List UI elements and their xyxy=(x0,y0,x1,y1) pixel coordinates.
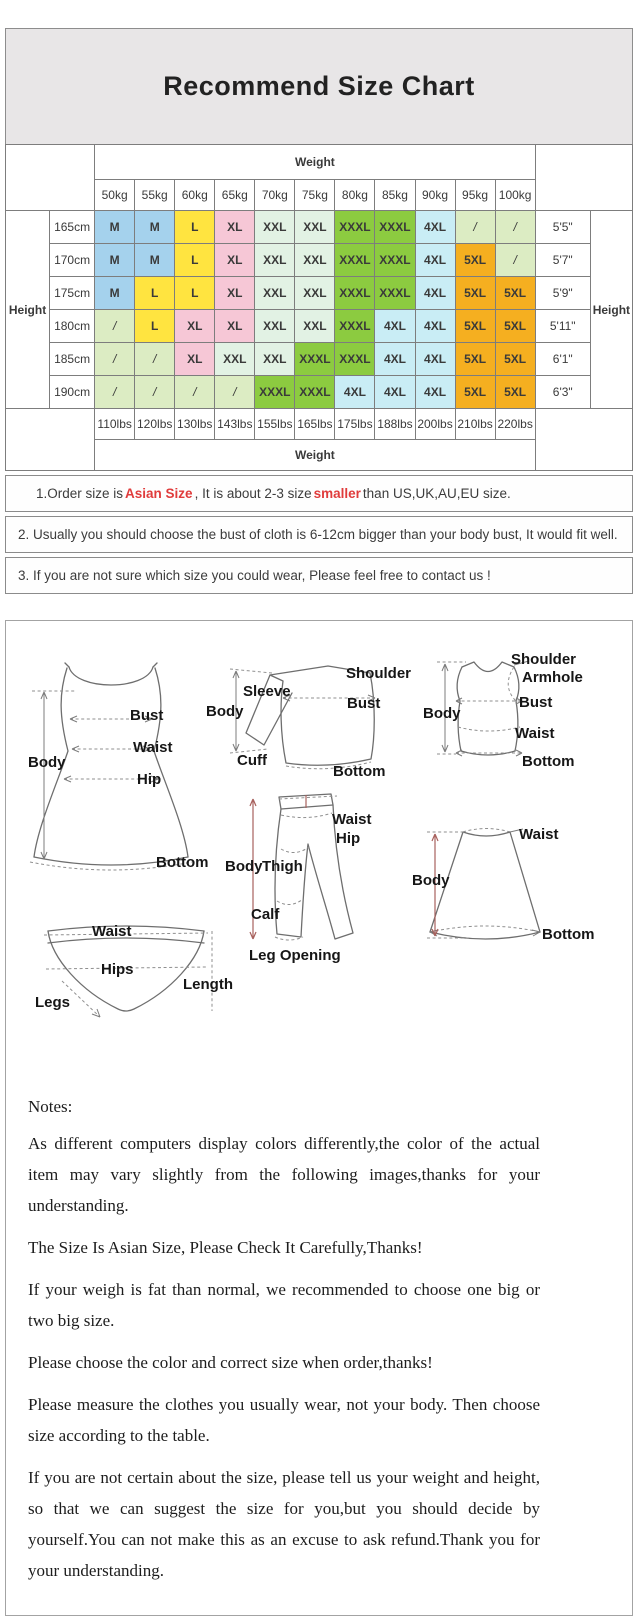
note-text: 2. Usually you should choose the bust of cloth is 6-12cm bigger than your body bust, It would fit well. xyxy=(18,527,618,542)
size-cell: M xyxy=(95,211,135,244)
size-cell: XXXL xyxy=(335,211,375,244)
size-cell: 5XL xyxy=(495,310,535,343)
size-cell: XXL xyxy=(295,244,335,277)
skirt-bottom-label: Bottom xyxy=(542,926,595,943)
size-cell: XXL xyxy=(255,211,295,244)
shirt-sleeve-label: Sleeve xyxy=(243,683,291,700)
size-cell: 4XL xyxy=(335,376,375,409)
weight-bottom-header: Weight xyxy=(95,440,536,471)
height-ft-cell: 5'9" xyxy=(535,277,590,310)
size-cell: 4XL xyxy=(375,343,415,376)
vest-body-label: Body xyxy=(423,705,461,722)
page xyxy=(5,28,633,1616)
size-cell: / xyxy=(455,211,495,244)
size-cell: L xyxy=(135,310,175,343)
height-left-label: Height xyxy=(6,211,50,409)
size-cell: 5XL xyxy=(455,310,495,343)
measure-guide-box xyxy=(5,620,633,1616)
diagram-area xyxy=(6,621,632,1091)
vest-bust-label: Bust xyxy=(519,694,553,711)
lbs-header-cell: 155lbs xyxy=(255,409,295,440)
shirt-bust-label: Bust xyxy=(347,695,381,712)
size-cell: 5XL xyxy=(455,376,495,409)
size-chart-table xyxy=(5,144,633,471)
bottom-notes xyxy=(28,1091,540,1586)
size-cell: XXL xyxy=(295,277,335,310)
size-cell: 5XL xyxy=(495,277,535,310)
order-note-2 xyxy=(5,516,633,553)
height-cm-cell: 170cm xyxy=(50,244,95,277)
height-ft-cell: 6'1" xyxy=(535,343,590,376)
size-cell: XL xyxy=(215,277,255,310)
bottom-note-paragraph: As different computers display colors differently,the color of the actual item may vary slightly from the following images,thanks for your understanding. xyxy=(28,1134,540,1215)
size-cell: XXL xyxy=(215,343,255,376)
note-text: 3. If you are not sure which size you could wear, Please feel free to contact us ! xyxy=(18,568,491,583)
size-cell: 4XL xyxy=(415,376,455,409)
size-cell: L xyxy=(175,277,215,310)
briefs-length-label: Length xyxy=(183,976,233,993)
size-cell: XXL xyxy=(255,343,295,376)
weight-top-header: Weight xyxy=(95,145,536,180)
lbs-header-cell: 210lbs xyxy=(455,409,495,440)
size-cell: XXXL xyxy=(255,376,295,409)
size-cell: 5XL xyxy=(455,343,495,376)
size-row-190cm xyxy=(6,376,633,409)
pants-waist-label: Waist xyxy=(332,811,372,828)
shirt-body-label: Body xyxy=(206,703,244,720)
size-cell: XXXL xyxy=(335,244,375,277)
pants-hip-label: Hip xyxy=(336,830,361,847)
bottom-note-paragraph: If your weigh is fat than normal, we recommended to choose one big or two big size. xyxy=(28,1280,540,1330)
size-cell: XL xyxy=(175,310,215,343)
height-ft-cell: 6'3" xyxy=(535,376,590,409)
height-right-label: Height xyxy=(590,211,632,409)
size-cell: / xyxy=(175,376,215,409)
corner-cell xyxy=(535,409,632,471)
size-cell: XL xyxy=(215,211,255,244)
size-cell: 5XL xyxy=(495,343,535,376)
dress-bottom-label: Bottom xyxy=(156,854,209,871)
note-text: 1.Order size is xyxy=(36,486,124,501)
kg-header-cell: 55kg xyxy=(135,180,175,211)
size-cell: 4XL xyxy=(415,310,455,343)
page-title: Recommend Size Chart xyxy=(163,71,475,101)
size-cell: L xyxy=(175,244,215,277)
pants-body-label: Body xyxy=(225,858,263,875)
size-cell: 4XL xyxy=(415,277,455,310)
height-cm-cell: 185cm xyxy=(50,343,95,376)
size-cell: 5XL xyxy=(495,376,535,409)
briefs-legs-label: Legs xyxy=(35,994,71,1011)
dress-body-label: Body xyxy=(28,754,66,771)
lbs-header-cell: 110lbs xyxy=(95,409,135,440)
size-cell: XL xyxy=(215,244,255,277)
size-cell: M xyxy=(95,277,135,310)
size-cell: M xyxy=(135,244,175,277)
notes-heading: Notes: xyxy=(28,1097,73,1116)
size-cell: XXXL xyxy=(295,343,335,376)
kg-header-cell: 65kg xyxy=(215,180,255,211)
order-note-3 xyxy=(5,557,633,594)
shirt-shoulder-label: Shoulder xyxy=(346,665,412,682)
kg-header-cell: 100kg xyxy=(495,180,535,211)
size-cell: 5XL xyxy=(455,244,495,277)
lbs-header-cell: 188lbs xyxy=(375,409,415,440)
briefs-waist-label: Waist xyxy=(92,923,132,940)
kg-header-cell: 80kg xyxy=(335,180,375,211)
size-cell: XXXL xyxy=(295,376,335,409)
size-cell: XXXL xyxy=(335,277,375,310)
skirt-body-label: Body xyxy=(412,872,450,889)
height-ft-cell: 5'11" xyxy=(535,310,590,343)
skirt-waist-label: Waist xyxy=(519,826,559,843)
size-cell: 4XL xyxy=(415,244,455,277)
lbs-header-cell: 175lbs xyxy=(335,409,375,440)
size-cell: 4XL xyxy=(375,376,415,409)
bottom-note-paragraph: If you are not certain about the size, please tell us your weight and height, so that we can suggest the size for you,but you should decide by yourself.You can not make this as an excuse to ask refund.Thank you for your understanding. xyxy=(28,1468,540,1580)
kg-header-cell: 60kg xyxy=(175,180,215,211)
size-cell: L xyxy=(135,277,175,310)
height-cm-cell: 180cm xyxy=(50,310,95,343)
lbs-header-cell: 200lbs xyxy=(415,409,455,440)
shirt-bottom-label: Bottom xyxy=(333,763,386,780)
size-row-175cm xyxy=(6,277,633,310)
size-cell: / xyxy=(95,343,135,376)
size-cell: XXXL xyxy=(375,211,415,244)
size-cell: 4XL xyxy=(375,310,415,343)
size-cell: 4XL xyxy=(415,343,455,376)
vest-waist-label: Waist xyxy=(515,725,555,742)
kg-header-cell: 50kg xyxy=(95,180,135,211)
pants-leg-opening-label: Leg Opening xyxy=(249,947,341,964)
lbs-header-cell: 165lbs xyxy=(295,409,335,440)
vest-armhole-label: Armhole xyxy=(522,669,583,686)
dress-hip-label: Hip xyxy=(137,771,162,788)
size-cell: / xyxy=(95,310,135,343)
bottom-notes-paragraphs xyxy=(28,1128,540,1586)
pants-thigh-label: Thigh xyxy=(262,858,303,875)
briefs-hips-label: Hips xyxy=(101,961,134,978)
kg-header-cell: 95kg xyxy=(455,180,495,211)
height-cm-cell: 165cm xyxy=(50,211,95,244)
size-row-185cm xyxy=(6,343,633,376)
lbs-header-cell: 130lbs xyxy=(175,409,215,440)
kg-header-cell: 85kg xyxy=(375,180,415,211)
size-cell: XXL xyxy=(295,310,335,343)
shirt-cuff-label: Cuff xyxy=(237,752,267,769)
bottom-note-paragraph: The Size Is Asian Size, Please Check It Carefully,Thanks! xyxy=(28,1238,423,1257)
size-cell: XL xyxy=(215,310,255,343)
size-cell: 4XL xyxy=(415,211,455,244)
size-cell: XXXL xyxy=(375,244,415,277)
bottom-note-paragraph: Please measure the clothes you usually wear, not your body. Then choose size according to the table. xyxy=(28,1395,540,1445)
size-cell: XL xyxy=(175,343,215,376)
size-cell: XXXL xyxy=(335,310,375,343)
height-ft-cell: 5'7" xyxy=(535,244,590,277)
vest-shoulder-label: Shoulder xyxy=(511,651,577,668)
size-cell: L xyxy=(175,211,215,244)
size-cell: / xyxy=(215,376,255,409)
lbs-header-cell: 120lbs xyxy=(135,409,175,440)
size-cell: XXXL xyxy=(375,277,415,310)
size-cell: / xyxy=(135,343,175,376)
kg-header-cell: 70kg xyxy=(255,180,295,211)
lbs-header-cell: 220lbs xyxy=(495,409,535,440)
note-text: , It is about 2-3 size xyxy=(194,486,312,501)
size-cell: XXL xyxy=(255,244,295,277)
size-cell: M xyxy=(135,211,175,244)
height-cm-cell: 190cm xyxy=(50,376,95,409)
size-cell: / xyxy=(135,376,175,409)
corner-cell xyxy=(6,145,95,211)
title-box xyxy=(5,28,633,145)
bottom-note-paragraph: Please choose the color and correct size when order,thanks! xyxy=(28,1353,433,1372)
kg-header-cell: 75kg xyxy=(295,180,335,211)
size-cell: XXL xyxy=(295,211,335,244)
order-note-1 xyxy=(5,475,633,512)
size-table-body xyxy=(6,145,633,471)
lbs-header-cell: 143lbs xyxy=(215,409,255,440)
vest-bottom-label: Bottom xyxy=(522,753,575,770)
highlighted-text: smaller xyxy=(313,486,361,501)
order-notes xyxy=(5,475,633,594)
corner-cell xyxy=(6,409,95,471)
size-row-180cm xyxy=(6,310,633,343)
size-cell: / xyxy=(95,376,135,409)
pants-calf-label: Calf xyxy=(251,906,280,923)
size-cell: XXL xyxy=(255,277,295,310)
dress-waist-label: Waist xyxy=(133,739,173,756)
highlighted-text: Asian Size xyxy=(125,486,193,501)
dress-bust-label: Bust xyxy=(130,707,164,724)
size-cell: XXL xyxy=(255,310,295,343)
size-row-170cm xyxy=(6,244,633,277)
corner-cell xyxy=(535,145,632,211)
note-text: than US,UK,AU,EU size. xyxy=(362,486,511,501)
height-ft-cell: 5'5" xyxy=(535,211,590,244)
size-cell: / xyxy=(495,244,535,277)
size-cell: XXXL xyxy=(335,343,375,376)
size-cell: / xyxy=(495,211,535,244)
size-row-165cm xyxy=(6,211,633,244)
size-cell: 5XL xyxy=(455,277,495,310)
kg-header-cell: 90kg xyxy=(415,180,455,211)
height-cm-cell: 175cm xyxy=(50,277,95,310)
size-cell: M xyxy=(95,244,135,277)
